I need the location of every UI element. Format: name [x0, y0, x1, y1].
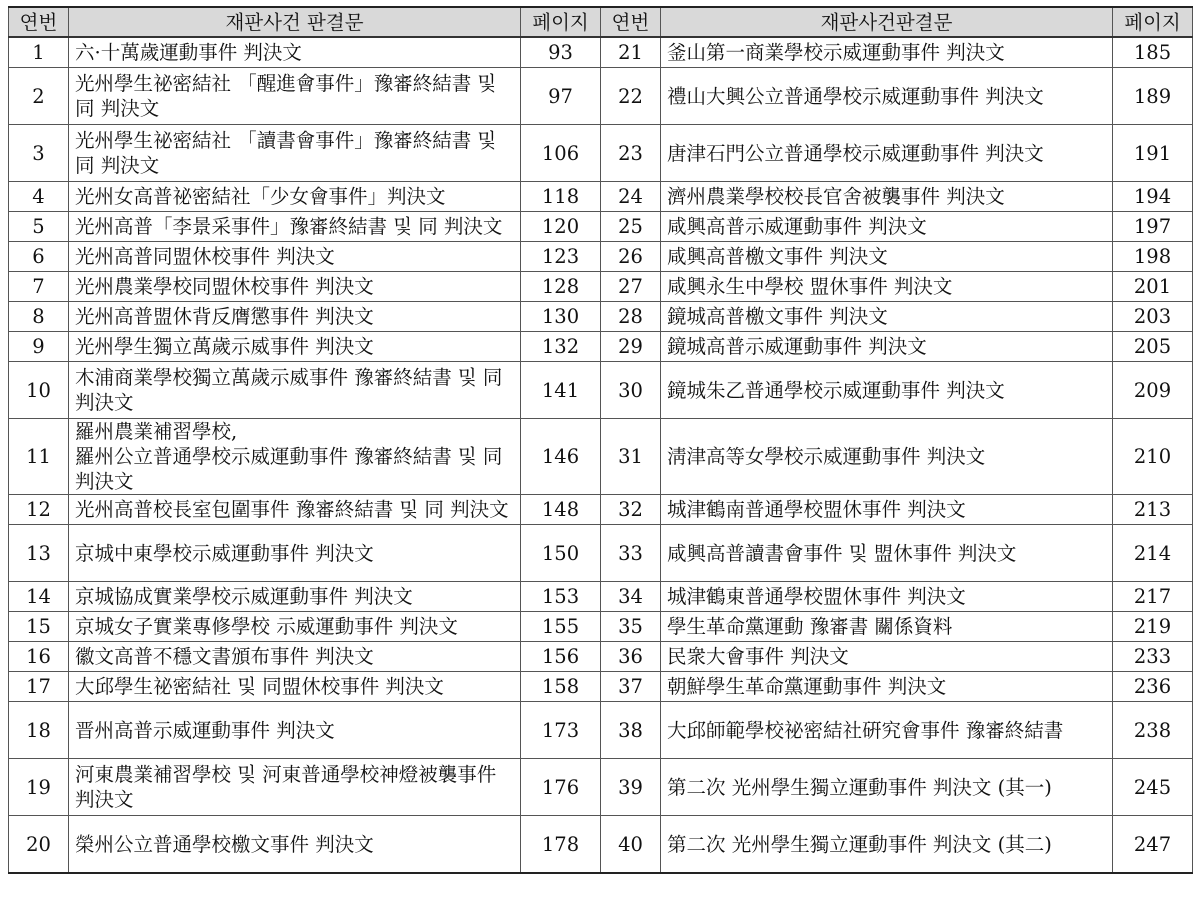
- cell-page-left: 176: [521, 759, 601, 816]
- cell-page-right: 217: [1113, 582, 1193, 612]
- cell-title-right: 唐津石門公立普通學校示威運動事件 判決文: [661, 125, 1113, 182]
- cell-serial-left: 18: [9, 702, 69, 759]
- cell-title-right: 城津鶴東普通學校盟休事件 判決文: [661, 582, 1113, 612]
- cell-title-right: 第二次 光州學生獨立運動事件 判決文 (其二): [661, 816, 1113, 874]
- cell-serial-right: 21: [601, 37, 661, 68]
- cell-page-right: 197: [1113, 212, 1193, 242]
- cell-title-right: 城津鶴南普通學校盟休事件 判決文: [661, 495, 1113, 525]
- cell-title-right: 禮山大興公立普通學校示威運動事件 判決文: [661, 68, 1113, 125]
- cell-title-left: 榮州公立普通學校檄文事件 判決文: [69, 816, 521, 874]
- cell-serial-left: 5: [9, 212, 69, 242]
- cell-serial-right: 26: [601, 242, 661, 272]
- cell-serial-right: 22: [601, 68, 661, 125]
- header-page-left: 페이지: [521, 7, 601, 37]
- table-row: [9, 272, 1193, 302]
- table-row: [9, 332, 1193, 362]
- cell-title-left: 光州高普同盟休校事件 判決文: [69, 242, 521, 272]
- cell-page-right: 201: [1113, 272, 1193, 302]
- cell-title-left: 六·十萬歲運動事件 判決文: [69, 37, 521, 68]
- table-row: [9, 759, 1193, 816]
- table-row: [9, 242, 1193, 272]
- cell-title-right: 釜山第一商業學校示威運動事件 判決文: [661, 37, 1113, 68]
- table-row: [9, 672, 1193, 702]
- table-row: [9, 419, 1193, 495]
- table-row: [9, 212, 1193, 242]
- cell-serial-right: 28: [601, 302, 661, 332]
- cell-page-left: 150: [521, 525, 601, 582]
- cell-page-right: 236: [1113, 672, 1193, 702]
- cell-serial-left: 3: [9, 125, 69, 182]
- cell-page-right: 185: [1113, 37, 1193, 68]
- cell-serial-right: 39: [601, 759, 661, 816]
- cell-title-right: 鏡城高普檄文事件 判決文: [661, 302, 1113, 332]
- table-row: [9, 302, 1193, 332]
- cell-title-left: 京城女子實業專修學校 示威運動事件 判決文: [69, 612, 521, 642]
- cell-title-left: 光州學生祕密結社 「讀書會事件」豫審終結書 및 同 判決文: [69, 125, 521, 182]
- cell-serial-left: 8: [9, 302, 69, 332]
- cell-title-right: 淸津高等女學校示威運動事件 判決文: [661, 419, 1113, 495]
- cell-page-right: 191: [1113, 125, 1193, 182]
- cell-page-left: 123: [521, 242, 601, 272]
- cell-page-left: 118: [521, 182, 601, 212]
- cell-serial-right: 37: [601, 672, 661, 702]
- cell-page-right: 213: [1113, 495, 1193, 525]
- cell-serial-right: 27: [601, 272, 661, 302]
- cell-serial-left: 15: [9, 612, 69, 642]
- header-row: [9, 7, 1193, 37]
- cell-serial-right: 31: [601, 419, 661, 495]
- cell-serial-right: 38: [601, 702, 661, 759]
- cell-title-right: 咸興高普檄文事件 判決文: [661, 242, 1113, 272]
- cell-serial-left: 1: [9, 37, 69, 68]
- cell-serial-left: 14: [9, 582, 69, 612]
- table-row: [9, 642, 1193, 672]
- cell-page-left: 158: [521, 672, 601, 702]
- cell-serial-left: 16: [9, 642, 69, 672]
- cell-serial-right: 35: [601, 612, 661, 642]
- cell-page-left: 97: [521, 68, 601, 125]
- cell-page-left: 128: [521, 272, 601, 302]
- cell-serial-left: 7: [9, 272, 69, 302]
- header-title-left: 재판사건 판결문: [69, 7, 521, 37]
- cell-page-left: 93: [521, 37, 601, 68]
- cell-serial-right: 32: [601, 495, 661, 525]
- cell-page-left: 178: [521, 816, 601, 874]
- header-page-right: 페이지: [1113, 7, 1193, 37]
- cell-serial-right: 24: [601, 182, 661, 212]
- cell-serial-right: 33: [601, 525, 661, 582]
- cell-page-left: 146: [521, 419, 601, 495]
- header-serial-left: 연번: [9, 7, 69, 37]
- cell-title-left: 光州學生祕密結社 「醒進會事件」豫審終結書 및 同 判決文: [69, 68, 521, 125]
- cell-serial-right: 34: [601, 582, 661, 612]
- cell-page-left: 106: [521, 125, 601, 182]
- cell-page-left: 153: [521, 582, 601, 612]
- cell-title-left: 徽文高普不穩文書頒布事件 判決文: [69, 642, 521, 672]
- table-body: [9, 37, 1193, 873]
- cell-title-right: 學生革命黨運動 豫審書 關係資料: [661, 612, 1113, 642]
- cell-page-right: 245: [1113, 759, 1193, 816]
- cell-page-right: 198: [1113, 242, 1193, 272]
- cell-title-right: 朝鮮學生革命黨運動事件 判決文: [661, 672, 1113, 702]
- cell-serial-left: 10: [9, 362, 69, 419]
- cell-title-left: 光州農業學校同盟休校事件 判決文: [69, 272, 521, 302]
- table-row: [9, 702, 1193, 759]
- cell-title-left: 河東農業補習學校 및 河東普通學校神燈被襲事件 判決文: [69, 759, 521, 816]
- cell-page-right: 219: [1113, 612, 1193, 642]
- cell-serial-left: 4: [9, 182, 69, 212]
- table-row: [9, 816, 1193, 874]
- header-serial-right: 연번: [601, 7, 661, 37]
- cell-title-left: 光州高普「李景采事件」豫審終結書 및 同 判決文: [69, 212, 521, 242]
- table-row: [9, 525, 1193, 582]
- cell-serial-left: 19: [9, 759, 69, 816]
- cell-page-right: 203: [1113, 302, 1193, 332]
- cell-page-right: 247: [1113, 816, 1193, 874]
- cell-serial-left: 12: [9, 495, 69, 525]
- cell-title-right: 民衆大會事件 判決文: [661, 642, 1113, 672]
- cell-title-left: 光州學生獨立萬歲示威事件 判決文: [69, 332, 521, 362]
- cell-title-right: 咸興高普讀書會事件 및 盟休事件 判決文: [661, 525, 1113, 582]
- cell-serial-left: 17: [9, 672, 69, 702]
- cell-page-right: 205: [1113, 332, 1193, 362]
- cell-title-right: 鏡城朱乙普通學校示威運動事件 判決文: [661, 362, 1113, 419]
- cell-title-left: 光州女高普祕密結社「少女會事件」判決文: [69, 182, 521, 212]
- cell-title-right: 濟州農業學校校長官舍被襲事件 判決文: [661, 182, 1113, 212]
- cell-page-left: 141: [521, 362, 601, 419]
- cell-title-left: 京城中東學校示威運動事件 判決文: [69, 525, 521, 582]
- cell-page-left: 132: [521, 332, 601, 362]
- cell-serial-right: 40: [601, 816, 661, 874]
- cell-serial-left: 13: [9, 525, 69, 582]
- cell-page-left: 130: [521, 302, 601, 332]
- header-title-right: 재판사건판결문: [661, 7, 1113, 37]
- cell-serial-right: 25: [601, 212, 661, 242]
- cell-title-left: 光州高普校長室包圍事件 豫審終結書 및 同 判決文: [69, 495, 521, 525]
- cell-title-right: 大邱師範學校祕密結社硏究會事件 豫審終結書: [661, 702, 1113, 759]
- cell-serial-left: 11: [9, 419, 69, 495]
- cell-serial-left: 20: [9, 816, 69, 874]
- case-index-table: [8, 6, 1193, 874]
- cell-serial-left: 6: [9, 242, 69, 272]
- cell-page-left: 173: [521, 702, 601, 759]
- cell-title-right: 第二次 光州學生獨立運動事件 判決文 (其一): [661, 759, 1113, 816]
- cell-serial-left: 9: [9, 332, 69, 362]
- cell-serial-right: 29: [601, 332, 661, 362]
- cell-title-right: 鏡城高普示威運動事件 判決文: [661, 332, 1113, 362]
- cell-title-left: 羅州農業補習學校, 羅州公立普通學校示威運動事件 豫審終結書 및 同 判決文: [69, 419, 521, 495]
- table-row: [9, 182, 1193, 212]
- cell-page-right: 209: [1113, 362, 1193, 419]
- cell-title-left: 晋州高普示威運動事件 判決文: [69, 702, 521, 759]
- table-row: [9, 612, 1193, 642]
- cell-page-right: 194: [1113, 182, 1193, 212]
- cell-serial-right: 30: [601, 362, 661, 419]
- table-row: [9, 582, 1193, 612]
- cell-page-right: 214: [1113, 525, 1193, 582]
- cell-title-right: 咸興高普示威運動事件 判決文: [661, 212, 1113, 242]
- cell-page-left: 148: [521, 495, 601, 525]
- cell-page-left: 120: [521, 212, 601, 242]
- cell-title-left: 木浦商業學校獨立萬歲示威事件 豫審終結書 및 同 判決文: [69, 362, 521, 419]
- table-row: [9, 37, 1193, 68]
- cell-serial-left: 2: [9, 68, 69, 125]
- cell-title-left: 光州高普盟休背反膺懲事件 判決文: [69, 302, 521, 332]
- cell-page-left: 156: [521, 642, 601, 672]
- cell-title-left: 大邱學生祕密結社 및 同盟休校事件 判決文: [69, 672, 521, 702]
- cell-serial-right: 36: [601, 642, 661, 672]
- cell-page-right: 210: [1113, 419, 1193, 495]
- cell-page-right: 189: [1113, 68, 1193, 125]
- cell-serial-right: 23: [601, 125, 661, 182]
- table-row: [9, 495, 1193, 525]
- table-row: [9, 125, 1193, 182]
- table-row: [9, 362, 1193, 419]
- cell-page-right: 238: [1113, 702, 1193, 759]
- cell-title-right: 咸興永生中學校 盟休事件 判決文: [661, 272, 1113, 302]
- table-row: [9, 68, 1193, 125]
- cell-page-left: 155: [521, 612, 601, 642]
- cell-title-left: 京城協成實業學校示威運動事件 判決文: [69, 582, 521, 612]
- cell-page-right: 233: [1113, 642, 1193, 672]
